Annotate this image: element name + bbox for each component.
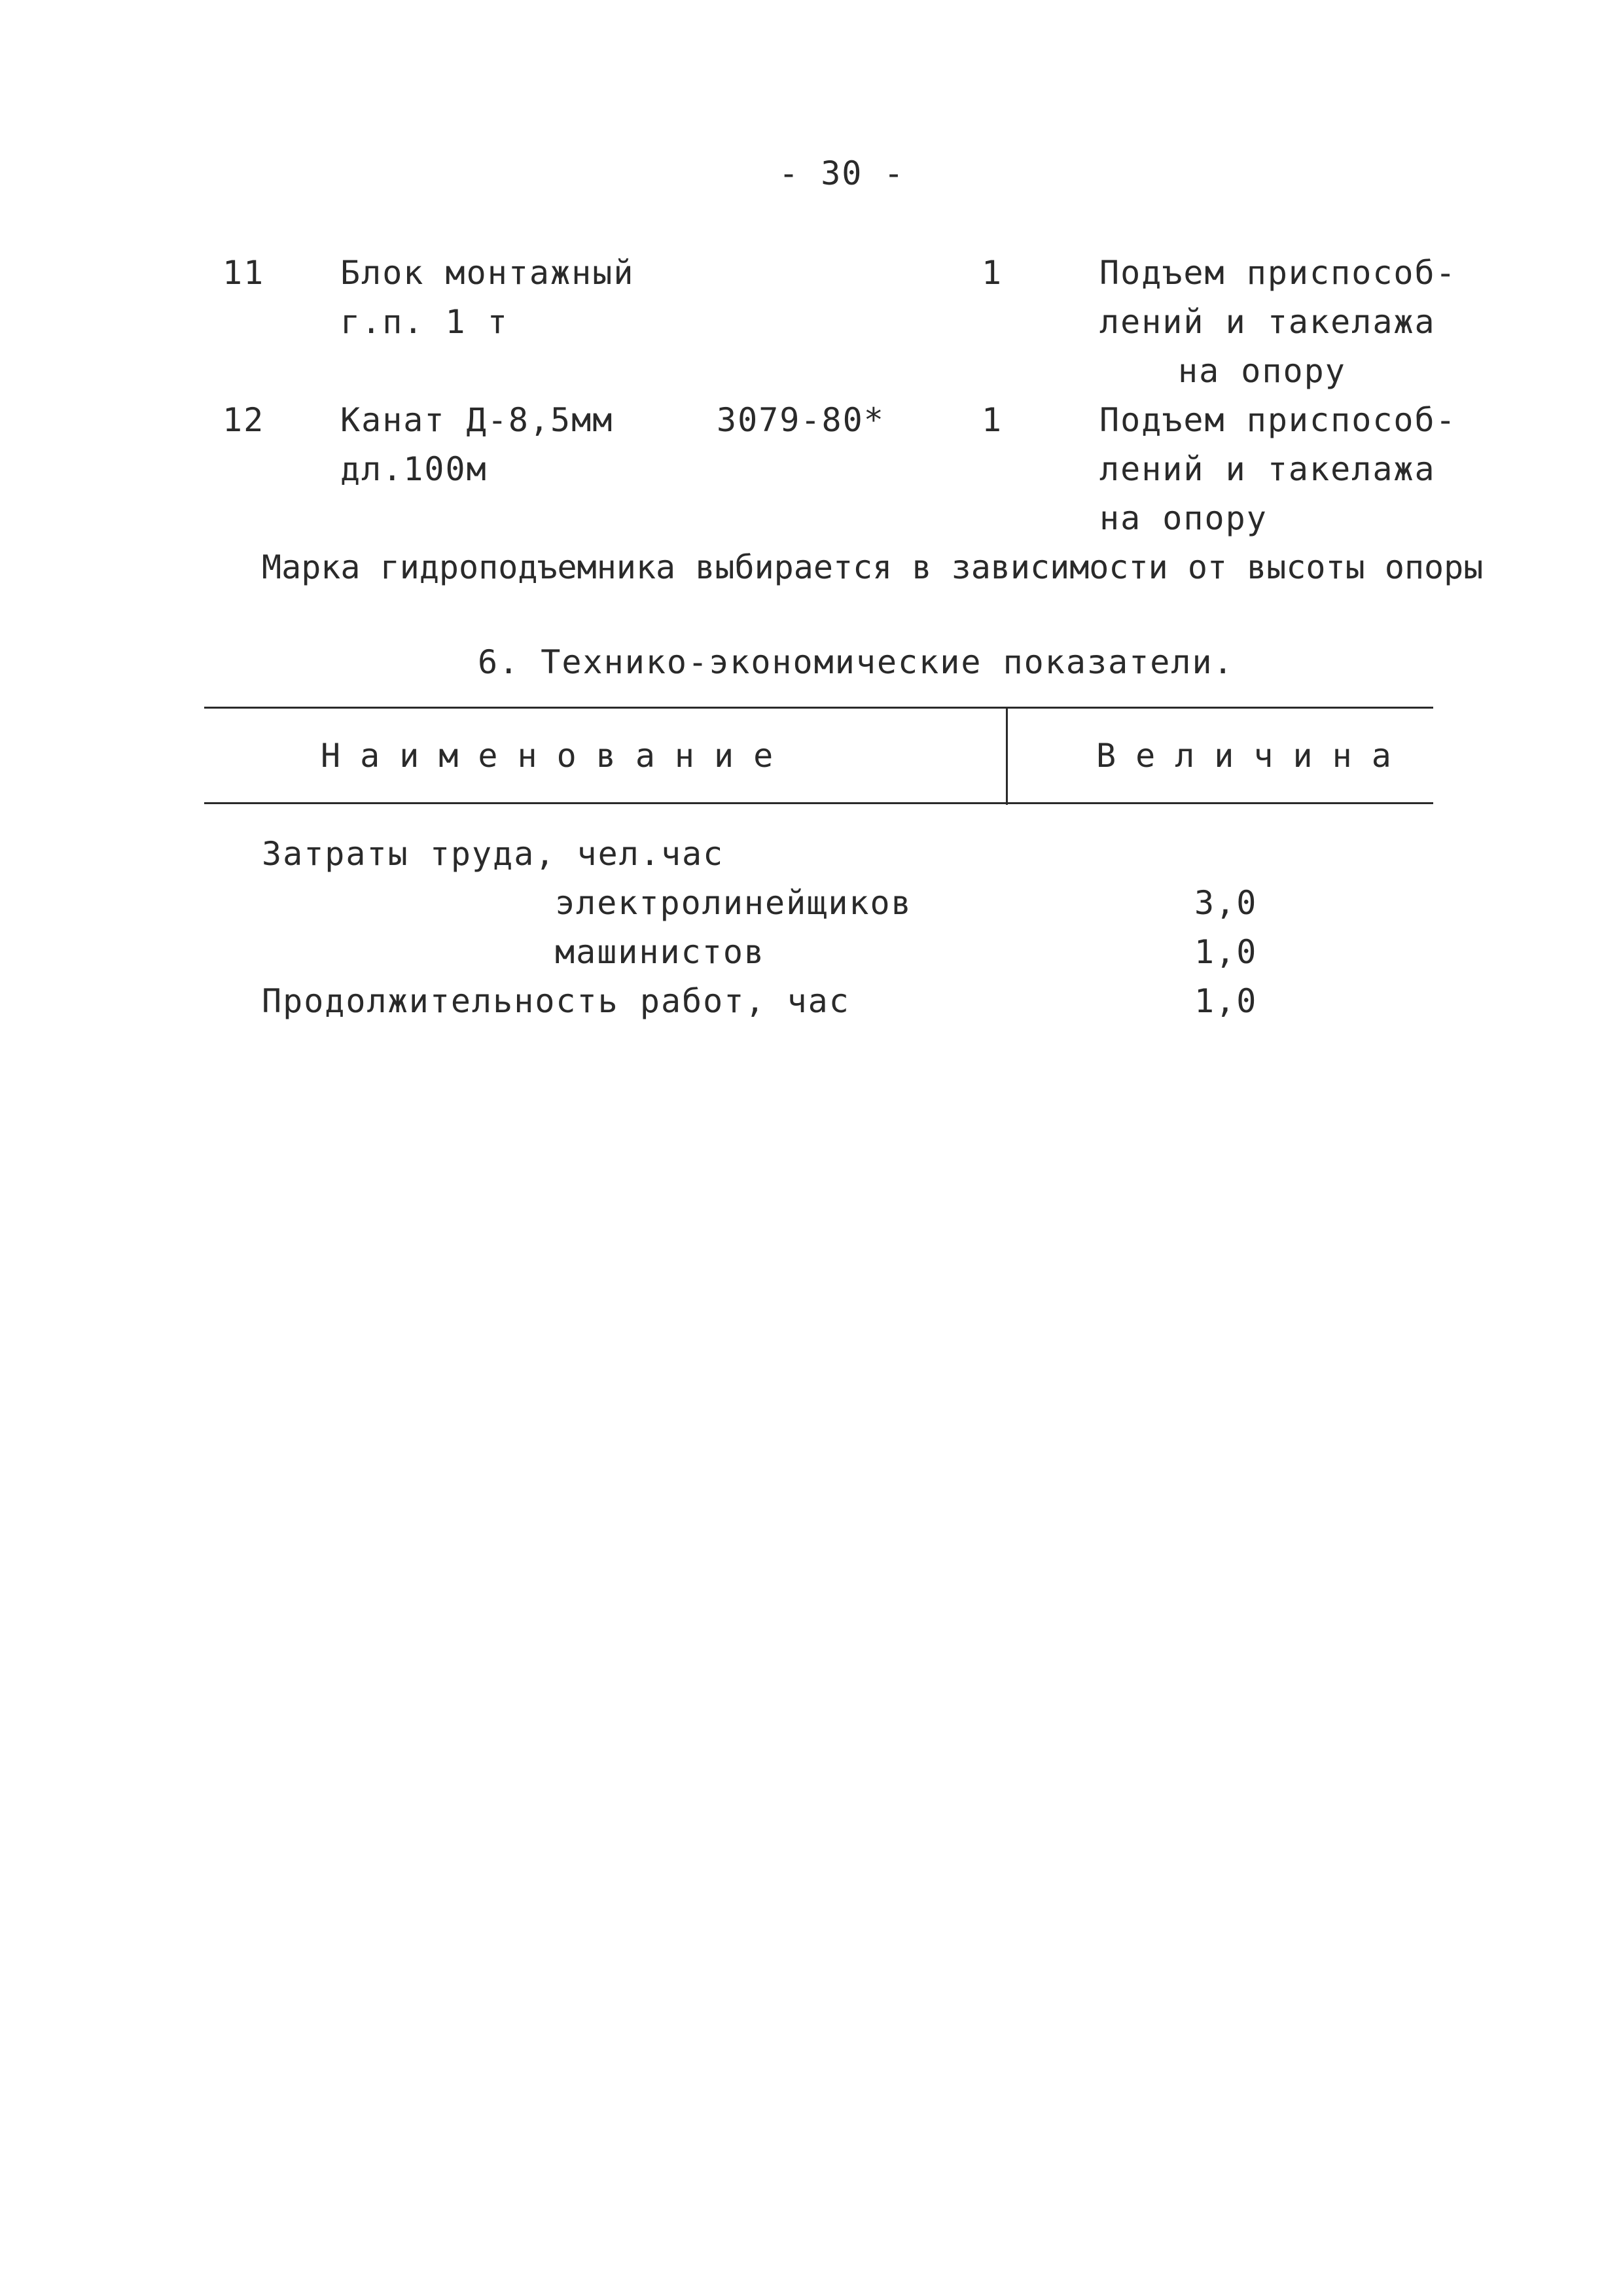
- item-name-line: дл.100м: [340, 450, 488, 488]
- item-purpose-line: Подъем приспособ-: [1099, 401, 1457, 439]
- row-value: 1,0: [1194, 982, 1258, 1020]
- item-purpose-line: лений и такелажа: [1099, 303, 1436, 341]
- row-label: Продолжительность работ, час: [262, 982, 850, 1020]
- item-purpose-line: Подъем приспособ-: [1099, 254, 1457, 292]
- item-purpose-line: на опору: [1099, 499, 1268, 537]
- item-name-line: Канат Д-8,5мм: [340, 401, 614, 439]
- item-name-line: Блок монтажный: [340, 254, 635, 292]
- section-title: 6. Технико-экономические показатели.: [478, 643, 1234, 681]
- row-number: 11: [223, 254, 265, 292]
- item-gost: 3079-80*: [717, 401, 885, 439]
- item-purpose-line: на опору: [1178, 352, 1346, 390]
- header-name: Наименование: [321, 737, 793, 775]
- item-quantity: 1: [982, 401, 1003, 439]
- row-label: машинистов: [555, 933, 766, 971]
- row-number: 12: [223, 401, 265, 439]
- table-column-divider: [1006, 707, 1008, 805]
- item-name-line: г.п. 1 т: [340, 303, 508, 341]
- table-top-border: [204, 707, 1433, 709]
- note-text: Марка гидроподъемника выбирается в зависимости от высоты опоры: [262, 548, 1484, 586]
- row-value: 3,0: [1194, 884, 1258, 922]
- header-value: Величина: [1096, 737, 1411, 775]
- page-number: - 30 -: [779, 154, 905, 192]
- table-header-border: [204, 802, 1433, 804]
- row-label: электролинейщиков: [555, 884, 912, 922]
- row-label: Затраты труда, чел.час: [262, 835, 724, 873]
- row-value: 1,0: [1194, 933, 1258, 971]
- item-purpose-line: лений и такелажа: [1099, 450, 1436, 488]
- item-quantity: 1: [982, 254, 1003, 292]
